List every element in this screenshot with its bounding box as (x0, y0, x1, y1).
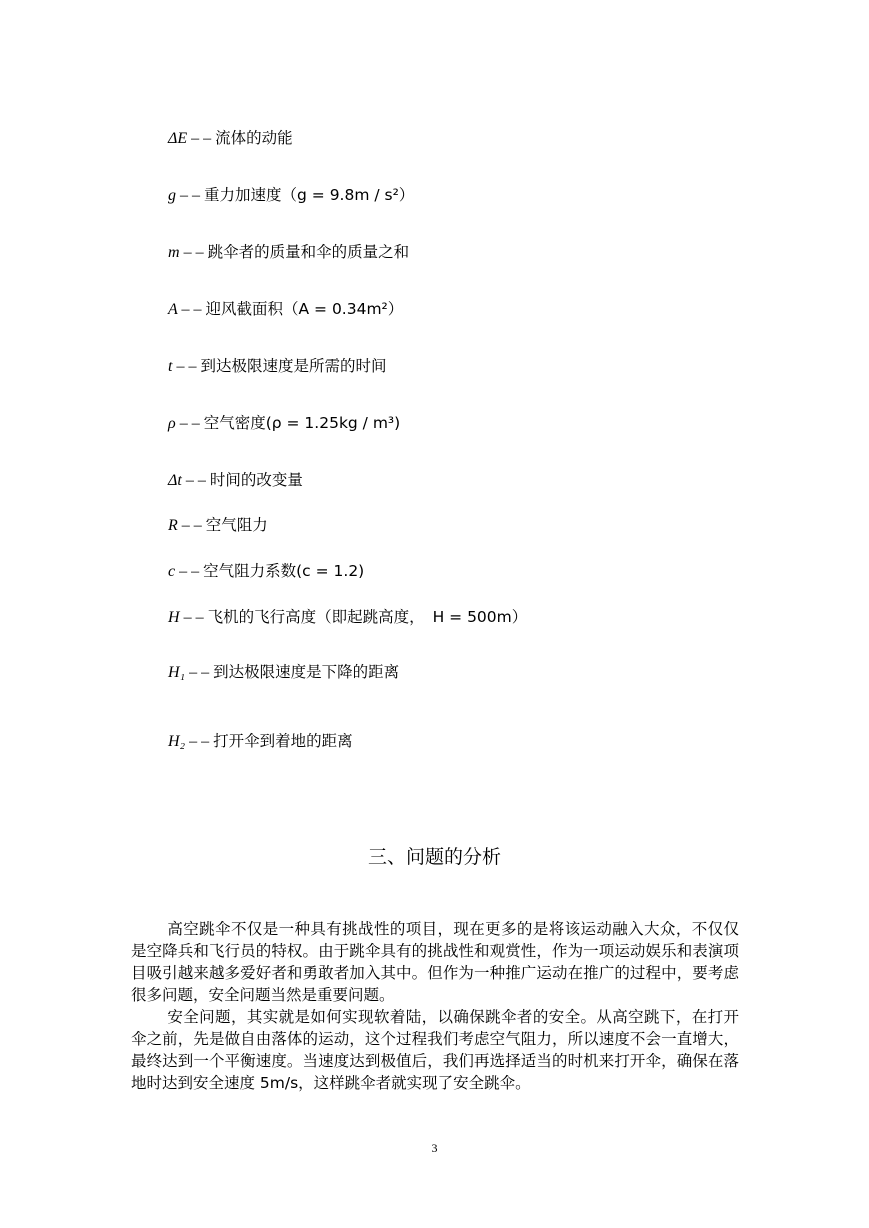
symbol: g (168, 187, 176, 204)
symbol-dash: – – (187, 130, 216, 147)
symbol-row (168, 607, 527, 628)
symbol-description: 重力加速度 (204, 186, 282, 204)
paragraph (131, 1006, 739, 1094)
symbol-dash: – – (179, 609, 208, 626)
symbol-note: (ρ = 1.25kg / m³) (265, 414, 401, 432)
symbol: H₁ (168, 664, 186, 681)
symbol-dash: – – (185, 664, 214, 681)
symbol-row (168, 515, 268, 536)
symbol-dash: – – (179, 244, 208, 261)
symbol: H (168, 609, 180, 626)
symbol-description: 空气阻力 (205, 516, 268, 534)
symbol-row (168, 356, 386, 377)
symbol-description: 打开伞到着地的距离 (213, 732, 353, 750)
symbol-row (168, 470, 303, 491)
section-heading: 三、问题的分析 (367, 846, 501, 868)
symbol-dash: – – (181, 472, 210, 489)
page-number: 3 (431, 1141, 438, 1155)
symbol-dash: – – (185, 733, 214, 750)
paragraph-text: 高空跳伞不仅是一种具有挑战性的项目，现在更多的是将该运动融入大众，不仅仅是空降兵和飞行员的特权。由于跳伞具有的挑战性和观赏性，作为一项运动娱乐和表演项目吸引越来越多爱好者和勇敢者加入其中。但作为一种推广运动在推广的过程中，要考虑很多问题，安全问题当然是重要问题。 (131, 920, 739, 1004)
symbol-dash: – – (175, 563, 204, 580)
symbol: ΔE (168, 130, 188, 147)
symbol-row (168, 185, 414, 206)
symbol-dash: – – (175, 415, 204, 432)
symbol-description: 到达极限速度是下降的距离 (213, 663, 400, 681)
symbol-description: 跳伞者的质量和伞的质量之和 (207, 243, 410, 261)
symbol: H₂ (168, 733, 186, 750)
symbol-description: 流体的动能 (215, 129, 293, 147)
symbol-row (168, 561, 364, 582)
symbol-note: H = 500m） (432, 608, 528, 626)
symbol-dash: – – (177, 517, 206, 534)
paragraph (131, 918, 739, 1006)
symbol-row (168, 413, 400, 434)
symbol-row (168, 299, 403, 320)
symbol: t (168, 358, 173, 375)
symbol-note: (c = 1.2) (296, 562, 365, 580)
symbol-dash: – – (172, 358, 201, 375)
symbol-description: 空气阻力系数 (203, 562, 297, 580)
symbol-description: 时间的改变量 (209, 471, 303, 489)
symbol-description: 飞机的飞行高度（即起跳高度， (207, 608, 425, 626)
symbol: A (168, 301, 178, 318)
symbol-description: 空气密度 (203, 414, 266, 432)
symbol-note: （g = 9.8m / s²） (281, 186, 415, 204)
symbol-row (168, 128, 293, 149)
symbol-note: （A = 0.34m²） (283, 300, 404, 318)
symbol-row (168, 662, 399, 683)
symbol-description: 到达极限速度是所需的时间 (200, 357, 387, 375)
symbol-dash: – – (177, 301, 206, 318)
symbol: m (168, 244, 180, 261)
paragraph-text: 安全问题，其实就是如何实现软着陆，以确保跳伞者的安全。从高空跳下，在打开伞之前，先是做自由落体的运动，这个过程我们考虑空气阻力，所以速度不会一直增大，最终达到一个平衡速度。当速度达到极值后，我们再选择适当的时机来打开伞，确保在落地时达到安全速度 5m/s，这样跳伞者就实现了安全跳伞。 (131, 1008, 739, 1092)
symbol-description: 迎风截面积 (205, 300, 283, 318)
symbol-row (168, 242, 409, 263)
symbol: Δt (168, 472, 182, 489)
symbol-dash: – – (176, 187, 204, 204)
symbol: ρ (168, 415, 176, 432)
symbol: R (168, 517, 178, 534)
symbol-row (168, 731, 353, 752)
symbol: c (168, 563, 176, 580)
